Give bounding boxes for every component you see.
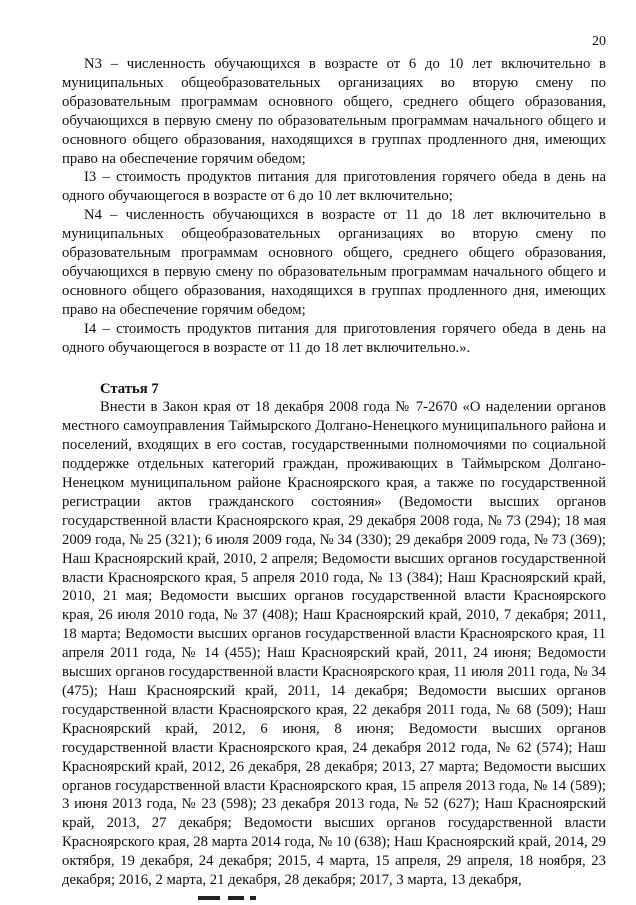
paragraph-i3: I3 – стоимость продуктов питания для приготовления горячего обеда в день на одного обучающегося в возрасте от 6 до 10 лет включительно; [62, 169, 606, 205]
page-number: 20 [592, 34, 606, 49]
scan-mark [228, 896, 244, 900]
article-heading: Статья 7 [100, 380, 159, 397]
article-text: Внести в Закон края от 18 декабря 2008 года № 7-2670 «О наделении органов местного самоуправления Таймырского Долгано-Ненецкого муниципального района и поселений, входящих в его состав, государственными полномочиями по социальной поддержке отдельных категорий граждан, проживающих в Таймырском Долгано-Ненецком муниципальном районе Красноярского края, а также по государственной регистрации актов гражданского состояния» (Ведомости высших органов государственной власти Красноярского края, 29 декабря 2008 года, № 73 (294); 18 мая 2009 года, № 25 (321); 6 июля 2009 года, № 34 (330); 29 декабря 2009 года, № 73 (369); Наш Красноярский край, 2010, 2 апреля; Ведомости высших органов государственной власти Красноярского края, 5 апреля 2010 года, № 13 (384); Наш Красноярский край, 2010, 21 мая; Ведомости высших органов государственной власти Красноярского края, 26 июля 2010 года, № 37 (408); Наш Красноярский край, 2010, 7 декабря; 2011, 18 марта; Ведомости высших органов государственной власти Красноярского края, 11 апреля 2011 года, № 14 (455); Наш Красноярский край, 2011, 24 июня; Ведомости высших органов государственной власти Красноярского края, 11 июля 2011 года, № 34 (475); Наш Красноярский край, 2011, 14 декабря; Ведомости высших органов государственной власти Красноярского края, 22 декабря 2011 года, № 68 (509); Наш Красноярский край, 2012, 6 июня, 8 июня; Ведомости высших органов государственной власти Красноярского края, 24 декабря 2012 года, № 62 (574); Наш Красноярский край, 2012, 26 декабря, 28 декабря; 2013, 27 марта; Ведомости высших органов государственной власти Красноярского края, 15 апреля 2013 года, № 14 (589); 3 июня 2013 года, № 23 (598); 23 декабря 2013 года, № 52 (627); Наш Красноярский край, 2013, 27 декабря; Ведомости высших органов государственной власти Красноярского края, 28 марта 2014 года, № 10 (638); Наш Красноярский край, 2014, 29 октября, 19 декабря, 24 декабря; 2015, 4 марта, 15 апреля, 29 апреля, 18 ноября, 23 декабря; 2016, 2 марта, 21 декабря, 28 декабря; 2017, 3 марта, 13 декабря, [62, 399, 607, 889]
scan-mark [198, 896, 220, 900]
paragraph-n4: N4 – численность обучающихся в возрасте от 11 до 18 лет включительно в муниципальных общеобразовательных организациях во вторую смену по образовательным программам основного общего, среднего общего образования, обучающихся в первую смену по образовательным программам начального общего и основного общего образования, находящихся в группах продленного дня, имеющих право на обеспечение горячим обедом; [62, 207, 606, 318]
scan-mark [250, 896, 256, 900]
document-body [62, 55, 606, 890]
paragraph-n3: N3 – численность обучающихся в возрасте от 6 до 10 лет включительно в муниципальных общеобразовательных организациях во вторую смену по образовательным программам основного общего, среднего общего образования, обучающихся в первую смену по образовательным программам начального общего и основного общего образования, находящихся в группах продленного дня, имеющих право на обеспечение горячим обедом; [62, 56, 606, 167]
scan-artifact-marks [198, 896, 278, 902]
paragraph-i4: I4 – стоимость продуктов питания для приготовления горячего обеда в день на одного обучающегося в возрасте от 11 до 18 лет включительно.». [62, 320, 606, 356]
